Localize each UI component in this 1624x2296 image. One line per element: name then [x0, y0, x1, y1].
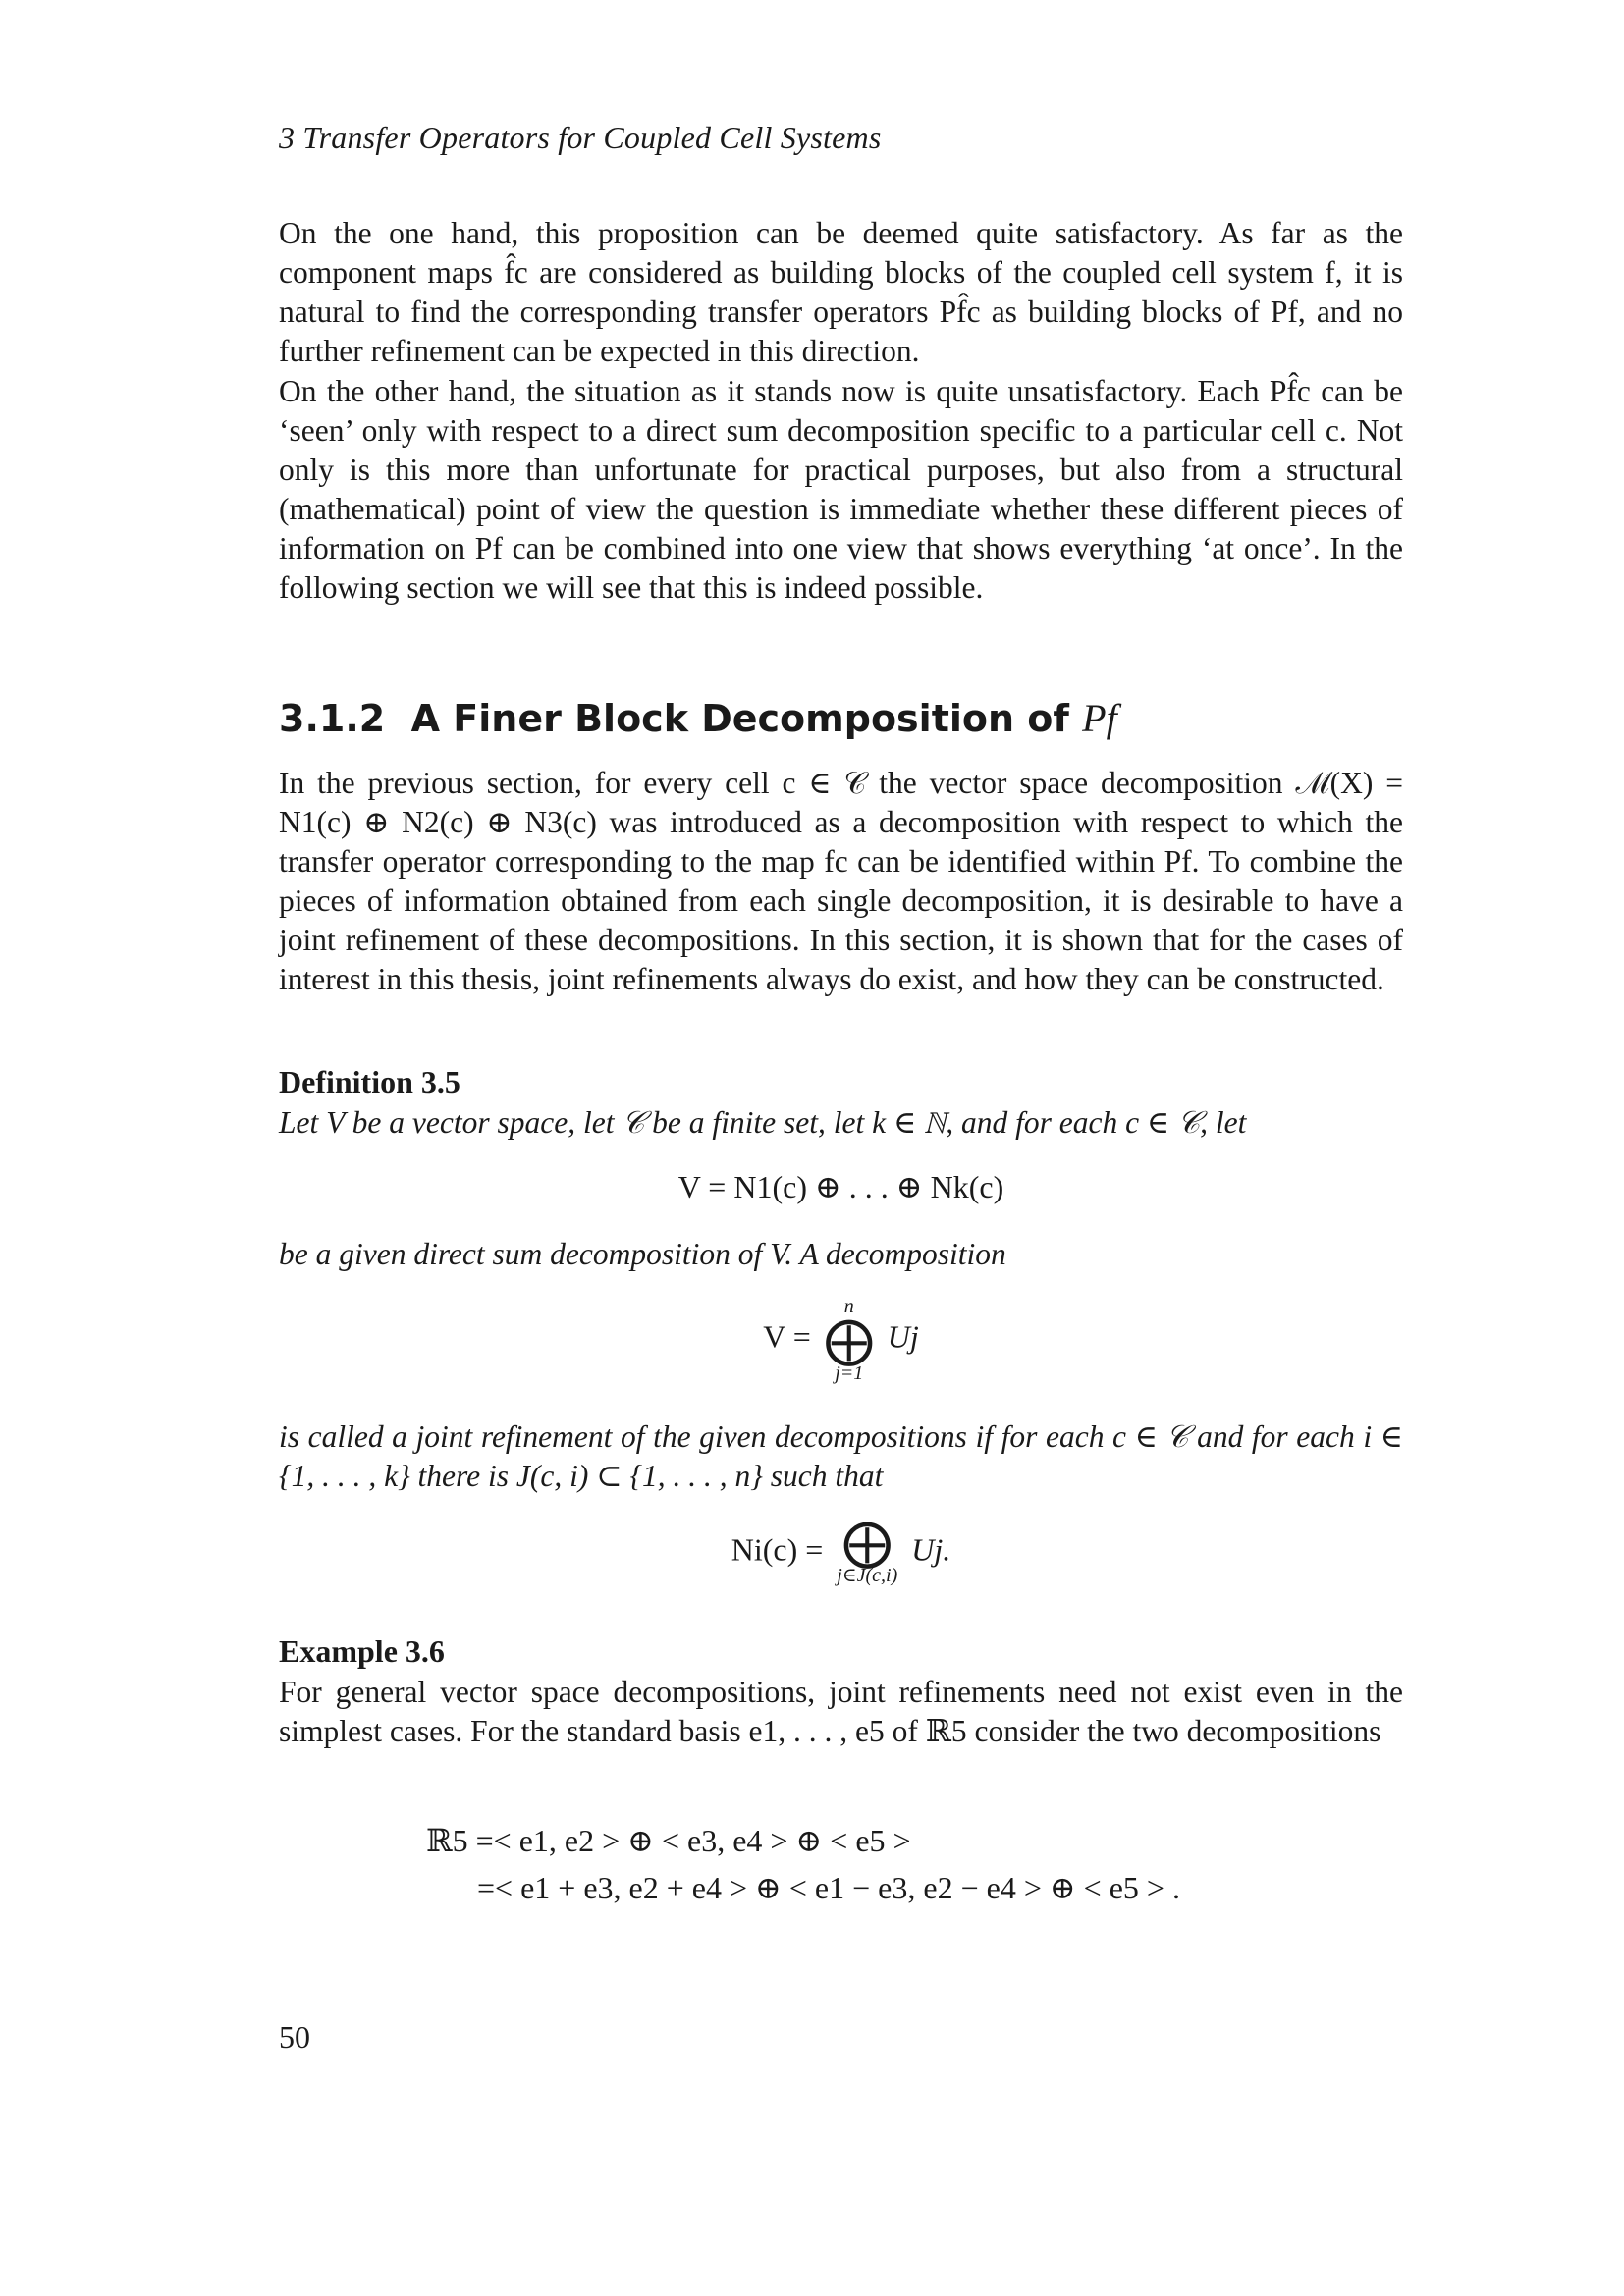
section-title: A Finer Block Decomposition of — [410, 697, 1069, 740]
equation-2-rhs: Uj — [887, 1318, 919, 1355]
example-heading: Example 3.6 — [279, 1633, 445, 1669]
direct-sum-operator: n ⨁ j=1 — [824, 1296, 874, 1384]
equation-3-rhs: Uj. — [911, 1531, 951, 1568]
page-number: 50 — [279, 2019, 310, 2055]
paragraph-3: In the previous section, for every cell c ∈ 𝒞 the vector space decomposition ℳ(X) = N1(c) ⊕ N2(c) ⊕ N3(c) was introduced as a decomposition with respect to which the transfer operator corresponding to the map fc can be identified within Pf. To combine the pieces of information obtained from each single decomposition, it is desirable to have a joint refinement of these decompositions. In this section, it is shown that for the cases of interest in this thesis, joint refinements always do exist, and how they can be constructed. — [279, 766, 1403, 996]
definition-line-1: Let V be a vector space, let 𝒞 be a finite set, let k ∈ ℕ, and for each c ∈ 𝒞, let — [279, 1105, 1247, 1140]
definition-line-2: be a given direct sum decomposition of V. A decomposition — [279, 1237, 1006, 1271]
section-title-math: Pf — [1082, 696, 1117, 740]
paragraph-1: On the one hand, this proposition can be deemed quite satisfactory. As far as the component maps f̂c are considered as building blocks of the coupled cell system f, it is natural to find the corresponding transfer operators Pf̂c as building blocks of Pf, and no further refinement can be expected in this direction. — [279, 216, 1403, 368]
equation-4-line-2: =< e1 + e3, e2 + e4 > ⊕ < e1 − e3, e2 − e4 > ⊕ < e5 > . — [477, 1870, 1180, 1905]
equation-1: V = N1(c) ⊕ . . . ⊕ Nk(c) — [677, 1169, 1004, 1204]
equation-3 — [279, 1515, 1403, 1586]
paragraph-2: On the other hand, the situation as it stands now is quite unsatisfactory. Each Pf̂c can be ‘seen’ only with respect to a direct sum decomposition specific to a particular cell c. Not only is this more than unfortunate for practical purposes, but also from a structural (mathematical) point of view the question is immediate whether these different pieces of information on Pf can be combined into one view that shows everything ‘at once’. In the following section we will see that this is indeed possible. — [279, 374, 1403, 605]
equation-3-lhs: Ni(c) = — [731, 1531, 824, 1568]
example-text: For general vector space decompositions, joint refinements need not exist even in the simplest cases. For the standard basis e1, . . . , e5 of ℝ5 consider the two decompositions — [279, 1675, 1403, 1748]
direct-sum-operator: ⨁ j∈J(c,i) — [837, 1515, 898, 1586]
section-number: 3.1.2 — [279, 697, 386, 740]
section-heading — [279, 695, 1117, 741]
definition-line-3: is called a joint refinement of the given decompositions if for each c ∈ 𝒞 and for each i ∈ {1, . . . , k} there is J(c, i) ⊂ {1, . . . , n} such that — [279, 1419, 1403, 1493]
running-head: 3 Transfer Operators for Coupled Cell Systems — [279, 120, 882, 155]
equation-2-lhs: V = — [763, 1318, 811, 1355]
definition-heading: Definition 3.5 — [279, 1064, 460, 1099]
equation-4-line-1: ℝ5 =< e1, e2 > ⊕ < e3, e4 > ⊕ < e5 > — [426, 1823, 911, 1858]
equation-2 — [279, 1296, 1403, 1384]
